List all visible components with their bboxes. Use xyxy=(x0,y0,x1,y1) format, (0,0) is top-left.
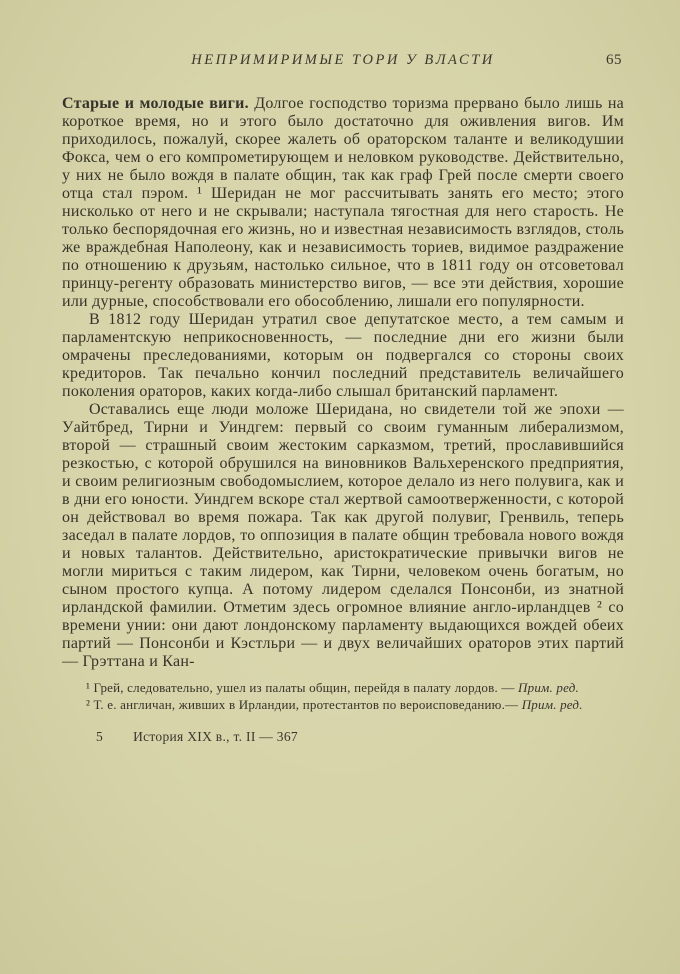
footnote-1-text: ¹ Грей, следовательно, ушел из палаты общин, перейдя в палату лордов. — xyxy=(86,680,519,695)
edition-mark: История XIX в., т. II — 367 xyxy=(133,729,298,744)
footnotes xyxy=(62,680,624,713)
footnote-1 xyxy=(62,680,624,697)
page-number: 65 xyxy=(606,52,622,68)
running-header xyxy=(62,52,624,69)
footnote-2 xyxy=(62,697,624,714)
paragraph-lead: Старые и молодые виги. xyxy=(62,95,249,112)
footer-signature-line xyxy=(62,729,624,745)
footnote-1-source: Прим. ред. xyxy=(518,680,579,695)
footnote-2-source: Прим. ред. xyxy=(521,696,583,712)
signature-number: 5 xyxy=(96,729,104,744)
paragraph-2: В 1812 году Шеридан утратил свое депутатское место, а тем самым и парламентскую неприкосновенность, — последние дни его жизни были омрачены преследованиями, которым он подвергался со стороны своих кредиторов. Так печально кончил последний представитель величайшего поколения ораторов, каких когда-либо слышал британский парламент. xyxy=(62,311,624,400)
footnote-2-text: ² Т. е. англичан, живших в Ирландии, протестантов по вероисповеданию.— xyxy=(86,696,522,712)
paragraph-1-text: Долгое господство торизма прервано было лишь на короткое время, но и этого было достаточно для оживления вигов. Им приходилось, пожалуй, скорее жалеть об ораторском таланте и великодушии Фокса, чем о его компрометирующем и неловком руководстве. Действительно, у них не было вождя в палате общин, так как граф Грей после смерти своего отца стал пэром. ¹ Шеридан не мог рассчитывать занять его место; этого нисколько от него и не скрывали; наступала тягостная для него старость. Не только беспорядочная его жизнь, но и известная независимость взглядов, столь же враждебная Наполеону, как и независимость ториев, видимое раздражение по отношению к друзьям, настолько сильное, что в 1811 году он отсоветовал принцу-регенту образовать министерство вигов, — все эти действия, хорошие или дурные, способствовали его обособлению, лишали его популярности. xyxy=(62,95,624,310)
paragraph-1 xyxy=(62,95,624,311)
paragraph-3: Оставались еще люди моложе Шеридана, но свидетели той же эпохи — Уайтбред, Тирни и Уиндгем: первый со своим гуманным либерализмом, второй — страшный своим жестоким сарказмом, третий, прославившийся резкостью, с которой обрушился на виновников Вальхеренского предприятия, и своим религиозным свободомыслием, которое делало из него полувига, как и в дни его юности. Уиндгем вскоре стал жертвой самоотверженности, с которой он действовал во время пожара. Так как другой полувиг, Гренвиль, теперь заседал в палате лордов, то оппозиция в палате общин требовала нового вождя и новых талантов. Действительно, аристократические привычки вигов не могли мириться с таким лидером, как Тирни, человеком очень богатым, но сыном простого купца. А потому лидером сделался Понсонби, из знатной ирландской фамилии. Отметим здесь огромное влияние англо-ирландцев ² со времени унии: они дают лондонскому парламенту выдающихся вождей обеих партий — Понсонби и Кэстльри — и двух величайших ораторов этих партий — Грэттана и Кан- xyxy=(62,401,624,670)
running-header-title: НЕПРИМИРИМЫЕ ТОРИ У ВЛАСТИ xyxy=(191,52,495,68)
body-text xyxy=(62,95,624,671)
